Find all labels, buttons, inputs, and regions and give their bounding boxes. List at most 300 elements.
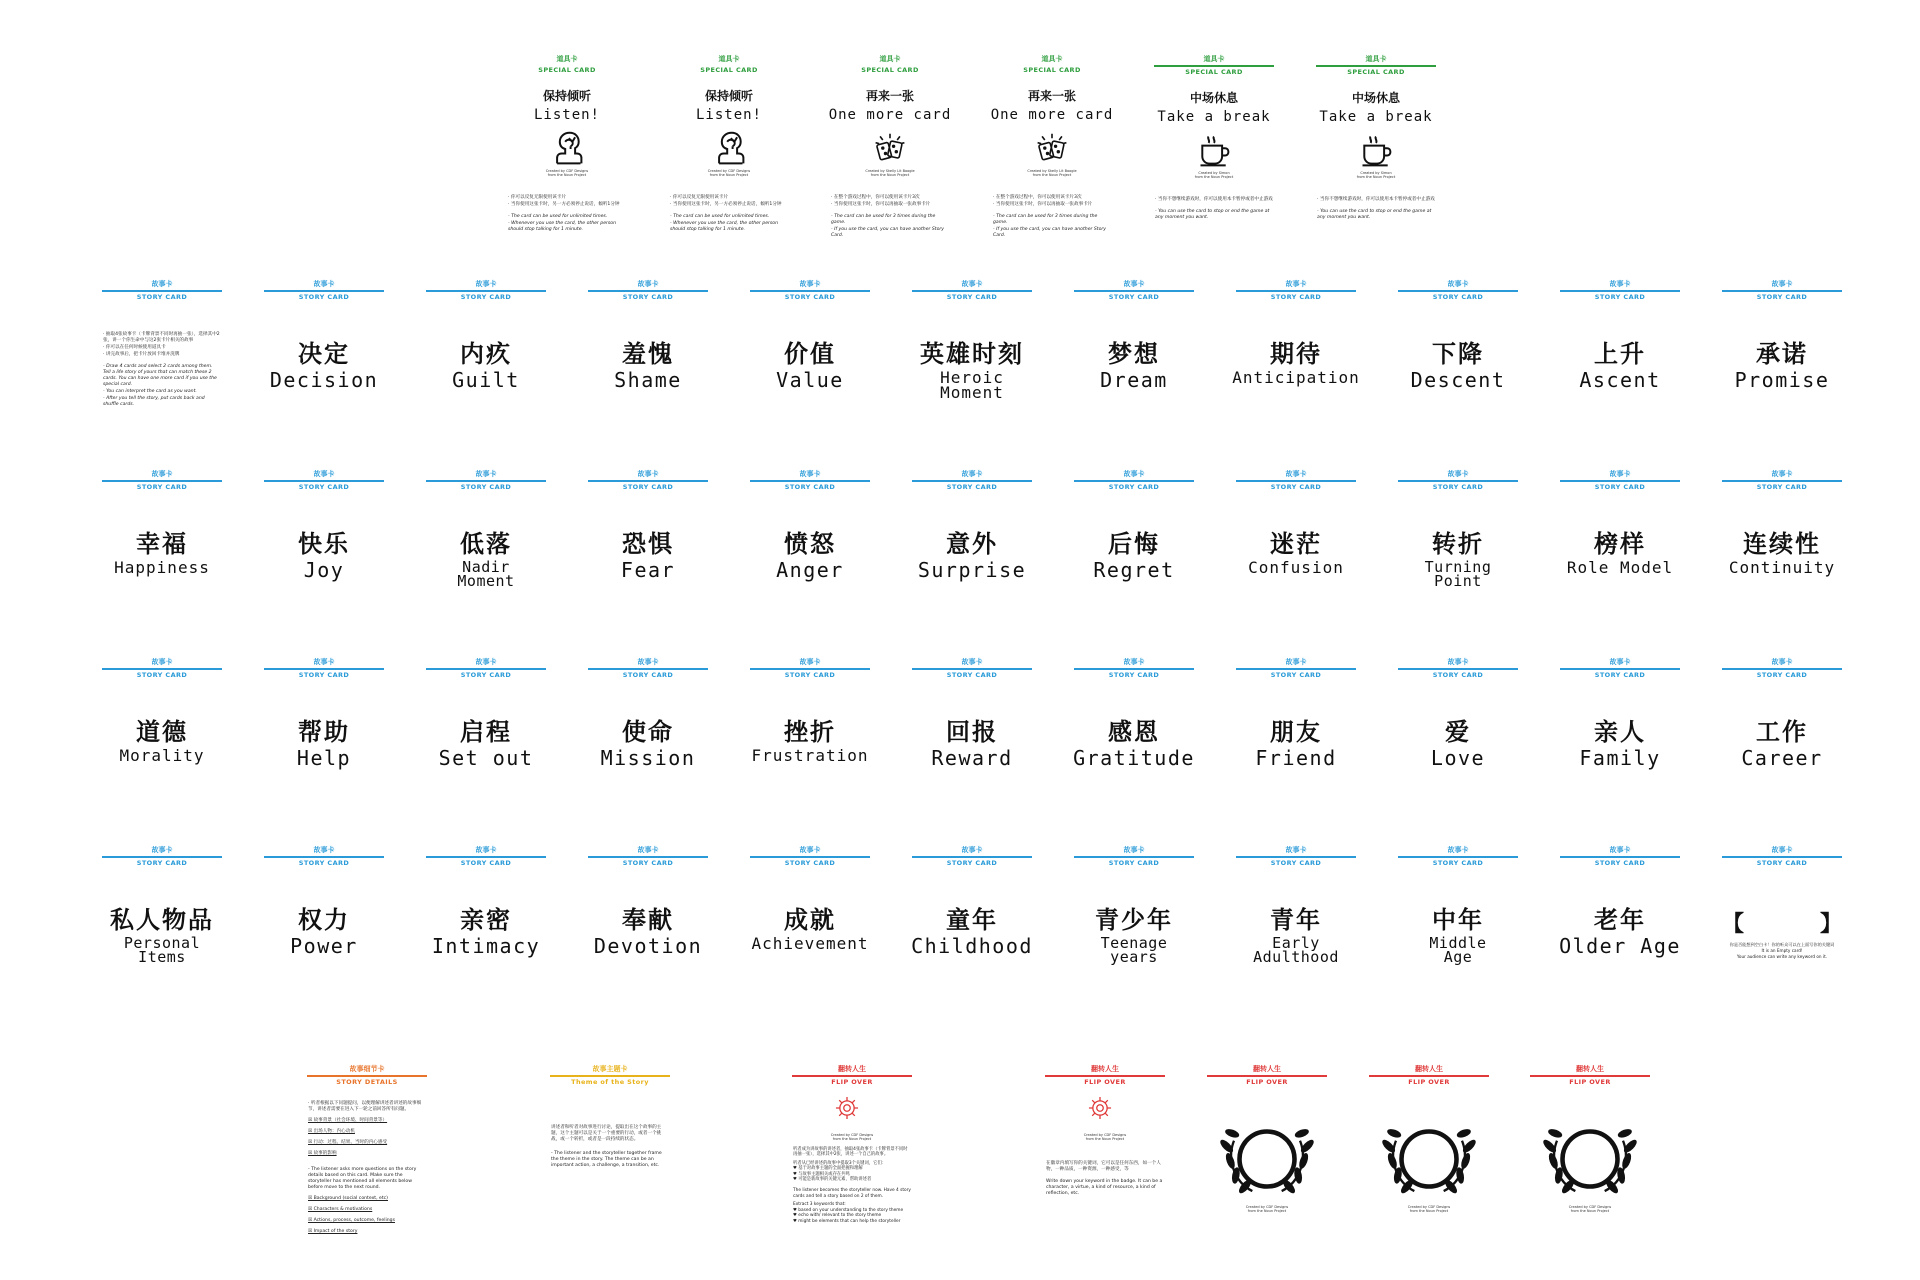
card-header-cn: 故事卡 (1609, 470, 1631, 478)
card-header-en: STORY CARD (460, 858, 512, 867)
card-header-en: STORY CARD (298, 670, 350, 679)
story-keyword-cn: 迷茫 (1270, 529, 1322, 558)
special-title-cn: 再来一张 (865, 89, 914, 103)
story-keyword-en: Teenage years (1100, 933, 1168, 966)
dice-cards-icon (1034, 131, 1070, 167)
rule-gap (831, 209, 949, 213)
empty-note-en-1: It is an Empty card! (1761, 947, 1803, 953)
rule-en: - You can interpret the card as you want. (103, 388, 197, 394)
story-keyword-cn: 幸福 (136, 529, 188, 558)
icon-credit: Created by CDF Designs from the Noun Project (1083, 1132, 1127, 1141)
story-card (262, 846, 386, 1021)
story-card (262, 470, 386, 645)
story-card (100, 846, 224, 1021)
details-item-en: ☒ Impact of the story (308, 1228, 358, 1234)
story-card (748, 846, 872, 1021)
card-header-cn: 翻转人生 (1576, 1065, 1604, 1073)
card-header-cn: 故事卡 (1285, 280, 1307, 288)
story-keyword-cn: 启程 (460, 717, 512, 746)
details-item-cn: ☒ 故事背景（社会环境、时间背景等） (308, 1117, 388, 1123)
card-header-cn: 故事卡 (961, 658, 983, 666)
flip-item-cn: ♥ 可能是新故事的关键元素，帮助讲述者 (793, 1177, 872, 1183)
header-rule (1154, 65, 1274, 67)
special-card (505, 55, 629, 230)
icon-credit: Created by Simon from the Noun Project (1194, 170, 1234, 179)
story-card (1558, 658, 1682, 833)
flip-body-en: The listener becomes the storyteller now. Have 4 story cards and tell a story based on 2 of them. (793, 1188, 911, 1199)
laurel-badge-icon (1535, 1113, 1645, 1203)
header-rule (102, 856, 222, 858)
card-header-en: STORY CARD (1594, 482, 1646, 491)
story-keyword-cn: 上升 (1594, 339, 1646, 368)
story-keyword-en: Early Adulthood (1253, 933, 1339, 966)
story-keyword-en: Frustration (751, 745, 869, 765)
card-header-cn: 故事卡 (151, 846, 173, 854)
card-header-en: STORY CARD (1432, 482, 1484, 491)
blank-brackets (1722, 911, 1842, 937)
header-rule (1722, 668, 1842, 670)
card-header-en: STORY CARD (460, 670, 512, 679)
header-rule (912, 856, 1032, 858)
coffee-cup-icon (1196, 133, 1232, 169)
card-header-cn: 故事卡 (1771, 470, 1793, 478)
rule-en: - Whenever you use the card, the other person should stop talking for 1 minute. (670, 221, 779, 232)
card-header-en: STORY CARD (1432, 292, 1484, 301)
rule-en: - If you use the card, you can have another Story Card. (993, 227, 1107, 238)
rule-gap (103, 359, 221, 363)
story-keyword-cn: 愤怒 (784, 529, 836, 558)
card-header-en: FLIP OVER (1246, 1077, 1288, 1086)
icon-credit: Created by CDF Designs from the Noun Project (830, 1132, 874, 1141)
card-header-cn: 故事卡 (313, 280, 335, 288)
special-title-cn: 保持倾听 (542, 89, 591, 103)
story-theme-text (551, 1125, 669, 1169)
story-card (262, 280, 386, 455)
header-rule (1398, 290, 1518, 292)
special-rules (1317, 197, 1435, 222)
flip-body-cn: 在徽章内填写你的关键词，它可以是任何东西，如一个人物，一种品质，一种资源，一种感受，等 (1046, 1160, 1161, 1172)
card-header-cn: 翻转人生 (1415, 1065, 1443, 1073)
story-keyword-en: Older Age (1559, 933, 1681, 958)
rule-en: - If you use the card, you can have another Story Card. (831, 227, 945, 238)
story-keyword-en: Turning Point (1424, 557, 1492, 590)
card-header-cn: 故事卡 (1447, 470, 1469, 478)
story-keyword-cn: 下降 (1432, 339, 1484, 368)
special-card (667, 55, 791, 230)
story-card (748, 280, 872, 455)
card-header-cn: 故事卡 (1771, 846, 1793, 854)
story-keyword-en: Continuity (1728, 557, 1836, 577)
header-rule (1560, 856, 1680, 858)
story-card (424, 280, 548, 455)
story-card (1558, 280, 1682, 455)
rule-cn: · 当你不想继续游戏时，你可以使用本卡暂停或者中止游戏 (1155, 196, 1273, 202)
card-header-cn: 故事卡 (475, 846, 497, 854)
special-title-en: One more card (828, 107, 952, 123)
header-rule (307, 1075, 427, 1077)
card-header-cn: 故事卡 (1285, 658, 1307, 666)
story-keyword-en: Descent (1410, 367, 1506, 392)
story-card (1720, 470, 1844, 645)
header-rule (1045, 1075, 1165, 1077)
header-rule (1074, 856, 1194, 858)
card-header-cn: 故事卡 (1285, 470, 1307, 478)
story-theme-card (548, 1065, 672, 1240)
icon-credit: Created by Skelly Lit Boogie from the Noun Project (865, 169, 915, 177)
card-header-en: FLIP OVER (1084, 1077, 1126, 1086)
story-keyword-en: Confusion (1248, 557, 1344, 577)
card-header-cn: 故事卡 (1771, 658, 1793, 666)
story-card (910, 470, 1034, 645)
rule-cn: · 在整个游戏过程中，你可以使用该卡片3次 (831, 195, 920, 200)
rule-cn: · 你可以反复无限使用该卡片 (670, 195, 729, 200)
story-keyword-cn: 决定 (298, 339, 350, 368)
card-header-cn: 故事卡 (799, 658, 821, 666)
rule-gap (1155, 204, 1273, 208)
details-item-en: ☒ Characters & motivations (308, 1206, 373, 1212)
flip-badge-card (1367, 1065, 1491, 1240)
story-keyword-cn: 工作 (1756, 717, 1808, 746)
header-rule (1316, 65, 1436, 67)
flip-body-cn: 听者成为讲故事的讲述者，抽取4张故事卡（卡牌背景不同时再抽一张），选择其中2张，讲述一个自己的故事。 (793, 1146, 908, 1158)
icon-credit: Created by CDF Designs from the Noun Project (545, 169, 589, 177)
story-keyword-cn: 感恩 (1108, 717, 1160, 746)
empty-note-en-2: Your audience can write any keyword on it. (1736, 953, 1828, 959)
bracket-open: 【 (1722, 911, 1745, 937)
story-keyword-en: Help (296, 745, 352, 770)
header-rule (1074, 668, 1194, 670)
header-rule (912, 668, 1032, 670)
card-header-cn: 故事卡 (1609, 280, 1631, 288)
card-header-cn: 故事卡 (151, 470, 173, 478)
story-keyword-en: Career (1741, 745, 1823, 770)
icon-credit: Created by CDF Designs from the Noun Project (1568, 1204, 1612, 1213)
card-header-cn: 故事主题卡 (592, 1065, 628, 1073)
header-rule (264, 480, 384, 482)
card-header-en: SPECIAL CARD (861, 66, 919, 74)
card-header-en: STORY CARD (136, 482, 188, 491)
story-keyword-cn: 朋友 (1270, 717, 1322, 746)
header-rule (1207, 1075, 1327, 1077)
header-rule (1722, 480, 1842, 482)
story-card (1396, 658, 1520, 833)
story-card (1072, 470, 1196, 645)
card-header-cn: 故事卡 (961, 280, 983, 288)
card-header-cn: 故事卡 (637, 470, 659, 478)
card-header-cn: 道具卡 (1041, 55, 1063, 63)
header-rule (588, 290, 708, 292)
empty-story-card (1720, 846, 1844, 1021)
rule-gap (670, 209, 788, 213)
rule-en: - After you tell the story, put cards back and shuffle cards. (103, 395, 205, 407)
rule-en: - You can use the card to stop or end the game at any moment you want. (1155, 208, 1270, 220)
special-rules (670, 195, 788, 234)
story-keyword-cn: 老年 (1594, 905, 1646, 934)
flip-over-icon (834, 1095, 870, 1131)
story-keyword-cn: 帮助 (298, 717, 350, 746)
card-header-en: STORY CARD (946, 292, 998, 301)
special-title-cn: 中场休息 (1351, 90, 1400, 105)
header-rule (1074, 480, 1194, 482)
flip-over-text (793, 1147, 911, 1225)
story-card (1396, 280, 1520, 455)
story-keyword-cn: 低落 (460, 529, 512, 558)
card-header-cn: 故事细节卡 (349, 1065, 385, 1073)
header-rule (588, 856, 708, 858)
story-keyword-cn: 成就 (784, 905, 836, 934)
icon-credit: Created by CDF Designs from the Noun Project (1245, 1204, 1289, 1213)
card-header-cn: 道具卡 (1203, 55, 1225, 63)
story-keyword-cn: 意外 (946, 529, 998, 558)
story-keyword-en: Mission (600, 745, 696, 770)
card-header-cn: 故事卡 (1123, 280, 1145, 288)
card-header-cn: 道具卡 (879, 55, 901, 63)
header-rule (426, 856, 546, 858)
card-header-en: STORY CARD (1432, 670, 1484, 679)
card-header-cn: 故事卡 (313, 470, 335, 478)
story-keyword-cn: 恐惧 (622, 529, 674, 558)
story-card (1072, 280, 1196, 455)
card-header-cn: 故事卡 (313, 658, 335, 666)
story-card (1558, 470, 1682, 645)
icon-credit: Created by Simon from the Noun Project (1356, 170, 1396, 179)
story-keyword-cn: 青年 (1270, 905, 1322, 934)
header-rule (1398, 668, 1518, 670)
card-header-en: SPECIAL CARD (700, 66, 758, 74)
flip-item-en: ♥ echo with/ relevant to the story theme (793, 1213, 882, 1219)
story-keyword-cn: 回报 (946, 717, 998, 746)
story-card (586, 280, 710, 455)
card-header-cn: 翻转人生 (1091, 1065, 1119, 1073)
rule-cn: · 在整个游戏过程中，你可以使用该卡片3次 (993, 195, 1082, 200)
icon-credit: Created by CDF Designs from the Noun Project (707, 169, 751, 177)
rule-cn: · 当你使用这张卡时，另一方必须停止说话，倾听1分钟 (508, 202, 620, 207)
story-keyword-en: Family (1579, 745, 1661, 770)
card-header-en: STORY CARD (622, 482, 674, 491)
flip-over-text (1046, 1161, 1164, 1197)
bracket-close: 】 (1819, 911, 1842, 937)
card-header-cn: 故事卡 (1123, 658, 1145, 666)
header-rule (102, 668, 222, 670)
card-header-cn: 故事卡 (1123, 470, 1145, 478)
card-header-cn: 故事卡 (799, 470, 821, 478)
card-header-en: STORY CARD (784, 670, 836, 679)
story-keyword-cn: 英雄时刻 (920, 339, 1024, 368)
flip-body-en: Write down your keyword in the badge. It can be a character, a virtue, a kind of resource, a kind of reflection, etc. (1046, 1178, 1163, 1196)
card-header-cn: 故事卡 (475, 470, 497, 478)
card-header-cn: 翻转人生 (1253, 1065, 1281, 1073)
special-rules (831, 195, 949, 240)
story-card (424, 846, 548, 1021)
card-header-en: STORY CARD (784, 482, 836, 491)
rule-en: - Draw 4 cards and select 2 cards among them. Tell a life story of yours that can match these 2 cards. You can have one more card if you use the special card. (103, 363, 217, 387)
card-header-en: STORY CARD (136, 858, 188, 867)
card-header-en: STORY CARD (622, 670, 674, 679)
card-header-cn: 道具卡 (718, 55, 740, 63)
card-header-en: STORY CARD (622, 858, 674, 867)
story-card (910, 846, 1034, 1021)
card-header-en: SPECIAL CARD (1023, 66, 1081, 74)
details-intro-en: - The listener asks more questions on the story details based on this card. Make sure the storyteller has mentioned all elements below before move to the next round. (308, 1166, 417, 1190)
story-card (748, 658, 872, 833)
rule-en: - You can use the card to stop or end the game at any moment you want. (1317, 208, 1432, 220)
header-rule (264, 668, 384, 670)
card-header-cn: 翻转人生 (838, 1065, 866, 1073)
card-header-cn: 道具卡 (556, 55, 578, 63)
story-card (424, 658, 548, 833)
card-header-en: STORY CARD (1756, 858, 1808, 867)
story-card (1396, 846, 1520, 1021)
story-keyword-en: Gratitude (1073, 745, 1195, 770)
header-rule (1722, 856, 1842, 858)
header-rule (792, 1075, 912, 1077)
rule-en: - Whenever you use the card, the other person should stop talking for 1 minute. (508, 221, 617, 232)
details-item-cn: ☒ 故事的影响 (308, 1150, 337, 1156)
story-keyword-en: Love (1430, 745, 1486, 770)
card-header-en: STORY CARD (622, 292, 674, 301)
card-header-cn: 故事卡 (1771, 280, 1793, 288)
dice-cards-icon (872, 131, 908, 167)
laurel-badge-icon (1212, 1113, 1322, 1203)
story-card (262, 658, 386, 833)
card-header-en: STORY CARD (460, 482, 512, 491)
flip-item-cn: ♥ 与故事主题相关或存在共鸣 (793, 1171, 850, 1177)
card-header-cn: 故事卡 (799, 846, 821, 854)
card-header-cn: 故事卡 (961, 846, 983, 854)
header-rule (1398, 480, 1518, 482)
details-item-en: ☒ Background (social context, etc) (308, 1195, 388, 1201)
story-keyword-en: Middle Age (1429, 933, 1487, 966)
story-card (910, 280, 1034, 455)
story-keyword-cn: 中年 (1432, 905, 1484, 934)
story-keyword-en: Regret (1093, 557, 1175, 582)
header-rule (426, 290, 546, 292)
story-keyword-en: Personal Items (123, 933, 201, 966)
story-details-card (305, 1065, 429, 1240)
flip-badge-card (1528, 1065, 1652, 1240)
story-card (586, 470, 710, 645)
header-rule (1560, 480, 1680, 482)
card-header-en: STORY CARD (946, 670, 998, 679)
special-card (1314, 55, 1438, 230)
story-keyword-en: Role Model (1566, 557, 1674, 577)
special-card (1152, 55, 1276, 230)
story-details-text (308, 1101, 426, 1235)
header-rule (1236, 480, 1356, 482)
story-card (1072, 846, 1196, 1021)
header-rule (1722, 290, 1842, 292)
header-rule (1074, 290, 1194, 292)
header-rule (426, 668, 546, 670)
header-rule (550, 1075, 670, 1077)
card-header-en: STORY CARD (1432, 858, 1484, 867)
story-keyword-en: Intimacy (431, 933, 541, 958)
special-title-en: Listen! (533, 107, 600, 123)
card-header-en: STORY CARD (1594, 670, 1646, 679)
card-header-cn: 道具卡 (1365, 55, 1387, 63)
card-header-en: STORY CARD (1108, 670, 1160, 679)
story-card (1720, 280, 1844, 455)
header-rule (750, 856, 870, 858)
card-header-cn: 故事卡 (475, 658, 497, 666)
rule-en: - The card can be used for 3 times during the game. (993, 214, 1098, 225)
card-header-cn: 故事卡 (637, 658, 659, 666)
header-rule (1398, 856, 1518, 858)
card-header-en: STORY CARD (1594, 292, 1646, 301)
story-keyword-cn: 连续性 (1743, 529, 1821, 558)
card-header-cn: 故事卡 (1447, 658, 1469, 666)
card-header-cn: 故事卡 (1285, 846, 1307, 854)
card-header-cn: 故事卡 (1609, 846, 1631, 854)
story-rules-card (100, 280, 224, 455)
story-keyword-en: Shame (614, 367, 682, 392)
story-keyword-cn: 价值 (784, 339, 836, 368)
header-rule (102, 290, 222, 292)
story-keyword-cn: 道德 (136, 717, 188, 746)
laurel-badge-icon (1374, 1113, 1484, 1203)
listen-head-icon (711, 131, 747, 167)
header-rule (1560, 668, 1680, 670)
card-header-en: STORY CARD (136, 670, 188, 679)
story-card (1234, 846, 1358, 1021)
story-keyword-cn: 期待 (1270, 339, 1322, 368)
card-header-cn: 故事卡 (151, 280, 173, 288)
story-keyword-en: Joy (303, 557, 345, 582)
card-header-en: STORY CARD (1108, 292, 1160, 301)
rule-en: - The card can be used for 3 times during the game. (831, 214, 936, 225)
story-keyword-cn: 转折 (1432, 529, 1484, 558)
special-card (828, 55, 952, 238)
card-header-en: STORY CARD (1594, 858, 1646, 867)
rule-cn: · 你可以反复无限使用该卡片 (508, 195, 567, 200)
card-header-en: SPECIAL CARD (1347, 67, 1405, 76)
story-keyword-cn: 权力 (298, 905, 350, 934)
story-card (1720, 658, 1844, 833)
card-header-cn: 故事卡 (313, 846, 335, 854)
card-header-cn: 故事卡 (799, 280, 821, 288)
card-header-en: STORY CARD (1108, 482, 1160, 491)
story-keyword-cn: 挫折 (784, 717, 836, 746)
icon-credit: Created by Skelly Lit Boogie from the Noun Project (1027, 169, 1077, 177)
story-keyword-cn: 榜样 (1594, 529, 1646, 558)
story-keyword-en: Heroic Moment (940, 367, 1004, 402)
story-card (1396, 470, 1520, 645)
card-header-en: STORY CARD (1756, 670, 1808, 679)
story-card (910, 658, 1034, 833)
story-keyword-en: Childhood (911, 933, 1033, 958)
story-keyword-en: Happiness (114, 557, 210, 577)
story-card (424, 470, 548, 645)
card-header-en: STORY CARD (1270, 858, 1322, 867)
header-rule (1369, 1075, 1489, 1077)
special-title-en: Take a break (1157, 108, 1271, 125)
card-header-cn: 故事卡 (1447, 280, 1469, 288)
details-item-cn: ☒ 行动：过程、结果、当时的内心感受 (308, 1139, 388, 1145)
story-keyword-cn: 后悔 (1108, 529, 1160, 558)
story-keyword-en: Fear (620, 557, 676, 582)
story-card (586, 846, 710, 1021)
rule-cn: · 当你不想继续游戏时，你可以使用本卡暂停或者中止游戏 (1317, 196, 1435, 202)
story-keyword-en: Surprise (917, 557, 1027, 582)
rule-cn: · 当你使用这张卡时，你可以再抽取一张故事卡片 (993, 202, 1093, 207)
story-keyword-cn: 使命 (622, 717, 674, 746)
story-card (1234, 470, 1358, 645)
icon-credit: Created by CDF Designs from the Noun Project (1407, 1204, 1451, 1213)
special-title-en: Listen! (695, 107, 762, 123)
flip-item-cn: ♥ 基于对故事主题的全面把握和理解 (793, 1166, 863, 1172)
special-title-cn: 保持倾听 (704, 89, 753, 103)
header-rule (750, 480, 870, 482)
